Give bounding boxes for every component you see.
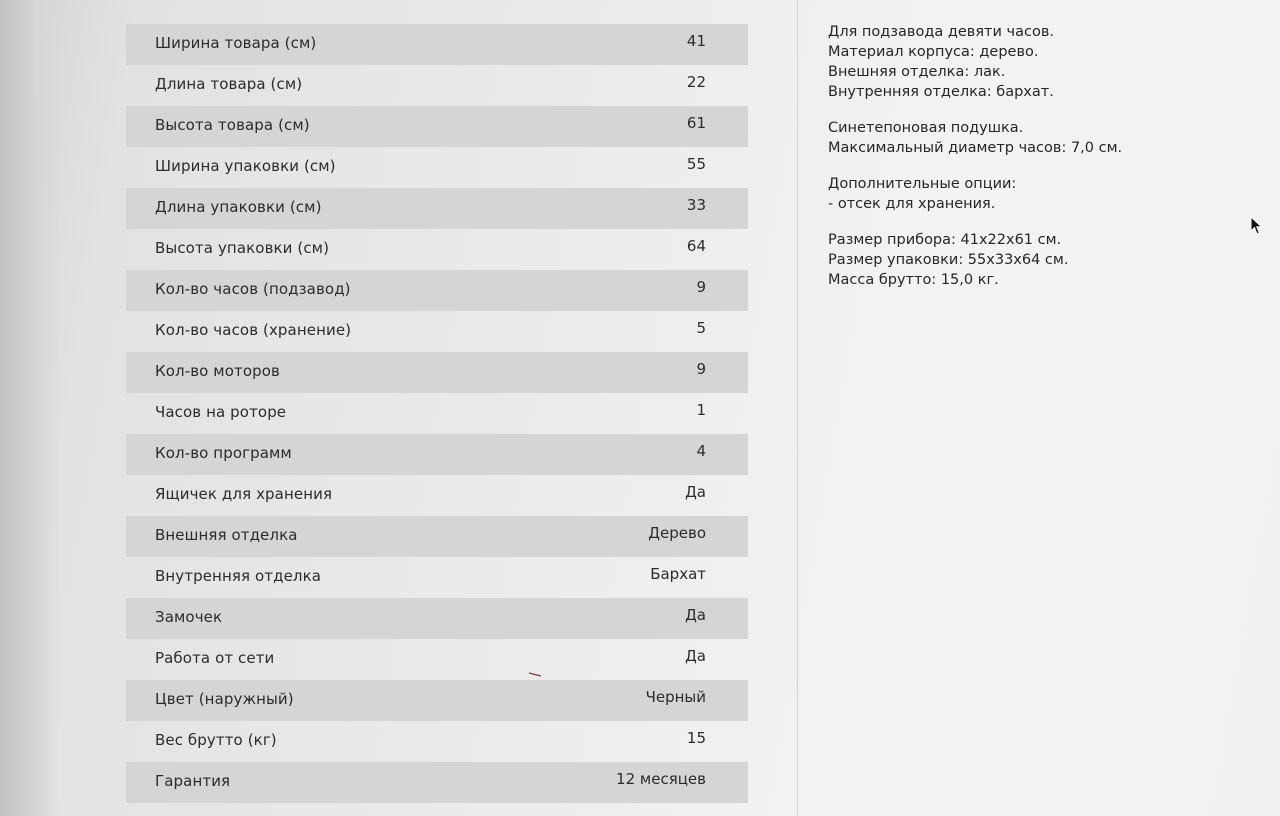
- spec-value: 9: [696, 360, 706, 378]
- scratch-mark: [528, 672, 542, 677]
- spec-value: 4: [696, 442, 706, 460]
- description-line: Внутренняя отделка: бархат.: [828, 84, 1054, 100]
- description-line: - отсек для хранения.: [828, 196, 996, 212]
- spec-value: 1: [696, 401, 706, 419]
- spec-row: [126, 598, 748, 639]
- spec-row: [126, 147, 748, 188]
- spec-label: Цвет (наружный): [155, 690, 294, 708]
- spec-row: [126, 557, 748, 598]
- spec-row: [126, 188, 748, 229]
- spec-label: Кол-во часов (подзавод): [155, 280, 351, 298]
- spec-row: [126, 393, 748, 434]
- spec-value: Да: [685, 606, 706, 624]
- description-paragraph: [828, 22, 1248, 102]
- description-paragraph: [828, 118, 1248, 158]
- spec-row: [126, 475, 748, 516]
- spec-value: 41: [686, 32, 706, 50]
- spec-label: Часов на роторе: [155, 403, 287, 421]
- spec-label: Длина товара (см): [155, 75, 303, 93]
- spec-row: [126, 352, 748, 393]
- product-description: [828, 22, 1248, 306]
- spec-value: Да: [685, 647, 706, 665]
- spec-value: 33: [686, 196, 706, 214]
- spec-row: [126, 311, 748, 352]
- description-line: Масса брутто: 15,0 кг.: [828, 272, 999, 288]
- spec-value: Дерево: [648, 524, 706, 542]
- spec-label: Ширина товара (см): [155, 34, 317, 52]
- mouse-pointer-icon: [1250, 216, 1264, 236]
- description-paragraph: [828, 174, 1248, 214]
- spec-label: Высота упаковки (см): [155, 239, 330, 257]
- column-divider: [797, 0, 798, 816]
- description-line: Размер прибора: 41x22x61 см.: [828, 232, 1062, 248]
- spec-label: Вес брутто (кг): [155, 731, 277, 749]
- spec-label: Кол-во часов (хранение): [155, 321, 352, 339]
- spec-label: Внутренняя отделка: [155, 567, 322, 585]
- spec-value: Бархат: [650, 565, 706, 583]
- description-line: Синетепоновая подушка.: [828, 120, 1024, 136]
- description-line: Размер упаковки: 55x33x64 см.: [828, 252, 1069, 268]
- spec-value: 64: [686, 237, 706, 255]
- spec-label: Кол-во программ: [155, 444, 292, 462]
- spec-row: [126, 721, 748, 762]
- spec-value: 12 месяцев: [616, 770, 706, 788]
- spec-value: 55: [686, 155, 706, 173]
- spec-label: Гарантия: [155, 772, 231, 790]
- spec-row: [126, 680, 748, 721]
- spec-table: [126, 24, 748, 803]
- spec-label: Замочек: [155, 608, 223, 626]
- description-line: Материал корпуса: дерево.: [828, 44, 1039, 60]
- spec-label: Высота товара (см): [155, 116, 310, 134]
- spec-label: Кол-во моторов: [155, 362, 280, 380]
- description-line: Максимальный диаметр часов: 7,0 см.: [828, 140, 1123, 156]
- spec-row: [126, 65, 748, 106]
- spec-label: Ящичек для хранения: [155, 485, 333, 503]
- spec-label: Ширина упаковки (см): [155, 157, 336, 175]
- description-line: Внешняя отделка: лак.: [828, 64, 1006, 80]
- description-line: Дополнительные опции:: [828, 176, 1017, 192]
- spec-row: [126, 106, 748, 147]
- spec-value: 15: [686, 729, 706, 747]
- description-line: Для подзавода девяти часов.: [828, 24, 1054, 40]
- spec-row: [126, 434, 748, 475]
- spec-value: 22: [686, 73, 706, 91]
- page-edge-shadow: [0, 0, 60, 816]
- spec-value: 61: [686, 114, 706, 132]
- spec-label: Внешняя отделка: [155, 526, 298, 544]
- spec-label: Работа от сети: [155, 649, 275, 667]
- spec-label: Длина упаковки (см): [155, 198, 322, 216]
- spec-row: [126, 516, 748, 557]
- description-paragraph: [828, 230, 1248, 290]
- spec-row: [126, 24, 748, 65]
- spec-value: 9: [696, 278, 706, 296]
- spec-value: Черный: [645, 688, 706, 706]
- spec-value: 5: [696, 319, 706, 337]
- spec-row: [126, 229, 748, 270]
- spec-value: Да: [685, 483, 706, 501]
- spec-row: [126, 639, 748, 680]
- spec-row: [126, 762, 748, 803]
- spec-row: [126, 270, 748, 311]
